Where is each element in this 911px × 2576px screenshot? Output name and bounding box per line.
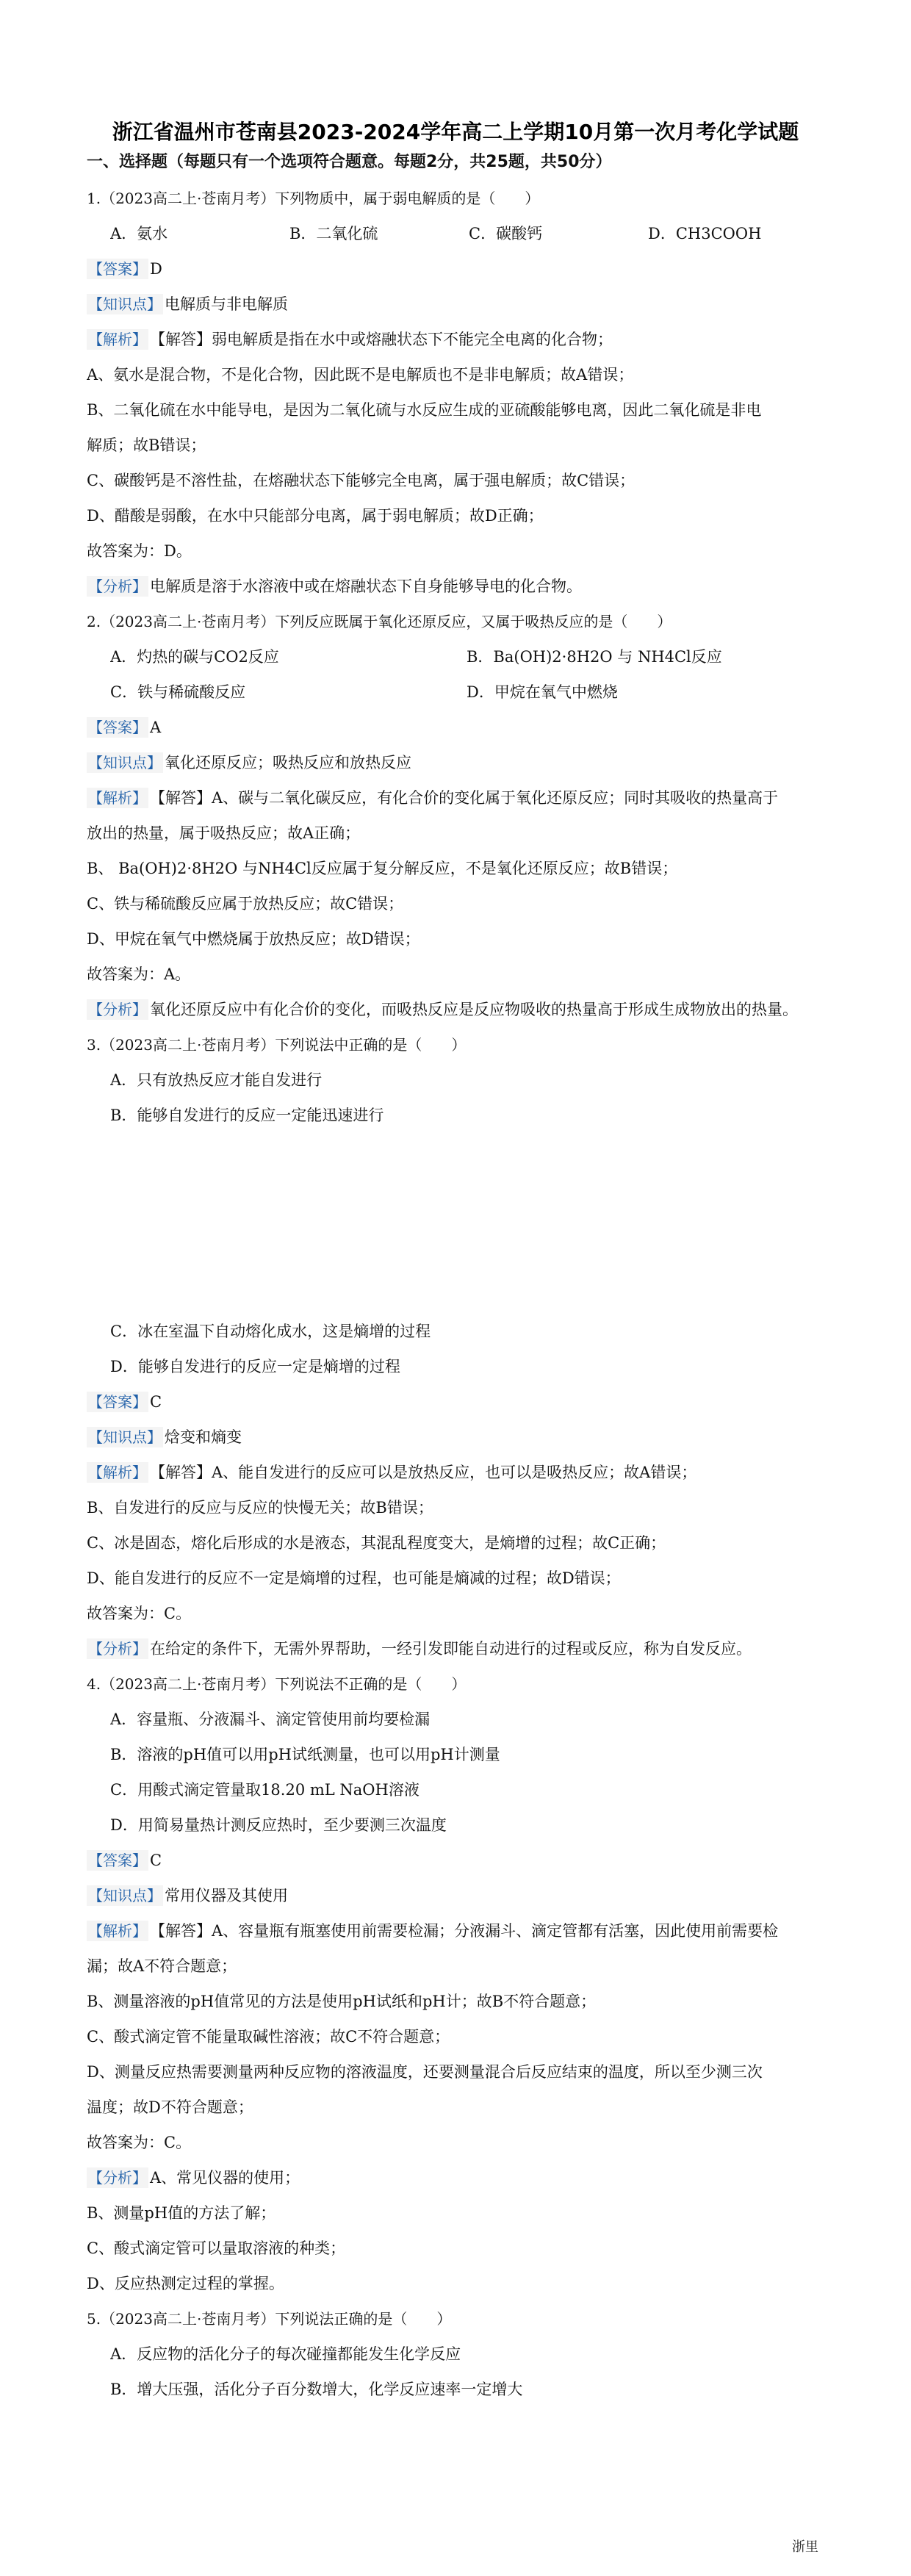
question-4-knowledge — [87, 1884, 829, 1907]
answer-tag: 【答案】 — [88, 1393, 147, 1411]
question-2-answer — [87, 716, 829, 739]
analysis-line: B、自发进行的反应与反应的快慢无关；故B错误； — [87, 1499, 433, 1517]
knowledge-tag: 【知识点】 — [88, 1887, 162, 1904]
question-1-stem: 1.（2023高二上·苍南月考）下列物质中，属于弱电解质的是（ ） — [87, 190, 540, 207]
summary-line: D、反应热测定过程的掌握。 — [87, 2275, 284, 2292]
question-3-knowledge — [87, 1425, 829, 1449]
question-5-option-b: B．增大压强，活化分子百分数增大，化学反应速率一定增大 — [110, 2381, 523, 2398]
analysis-line: D、测量反应热需要测量两种反应物的溶液温度，还要测量混合后反应结束的温度，所以至少测三次 — [87, 2063, 763, 2081]
answer-value: A — [150, 719, 162, 736]
analysis-tag: 【解析】 — [88, 331, 147, 348]
question-2-options-row-1 — [110, 645, 852, 669]
question-5-option-a: A．反应物的活化分子的每次碰撞都能发生化学反应 — [110, 2345, 461, 2363]
question-3-analysis — [87, 1461, 829, 1484]
answer-value: D — [150, 260, 162, 278]
analysis-line: 温度；故D不符合题意； — [87, 2098, 253, 2116]
question-4-stem: 4.（2023高二上·苍南月考）下列说法不正确的是（ ） — [87, 1675, 467, 1693]
analysis-line: C、铁与稀硫酸反应属于放热反应；故C错误； — [87, 895, 404, 913]
knowledge-tag: 【知识点】 — [88, 754, 162, 771]
question-2-option-a: A．灼热的碳与CO2反应 — [110, 648, 279, 666]
analysis-line: 故答案为：C。 — [87, 2134, 192, 2151]
answer-tag: 【答案】 — [88, 719, 147, 736]
summary-value: 在给定的条件下，无需外界帮助，一经引发即能自动进行的过程或反应，称为自发反应。 — [150, 1640, 752, 1658]
question-4-analysis — [87, 1919, 829, 1943]
knowledge-value: 常用仪器及其使用 — [165, 1887, 288, 1904]
question-4-option-c: C．用酸式滴定管量取18.20 mL NaOH溶液 — [110, 1781, 420, 1799]
analysis-line: B、二氧化硫在水中能导电，是因为二氧化硫与水反应生成的亚硫酸能够电离，因此二氧化硫是非电 — [87, 401, 762, 419]
analysis-line: 故答案为：D。 — [87, 542, 192, 560]
summary-value: 氧化还原反应中有化合价的变化，而吸热反应是反应物吸收的热量高于形成生成物放出的热量。 — [150, 1001, 798, 1018]
analysis-line: D、醋酸是弱酸，在水中只能部分电离，属于弱电解质；故D正确； — [87, 507, 544, 525]
analysis-line: 【解答】A、碳与二氧化碳反应，有化合价的变化属于氧化还原反应；同时其吸收的热量高于 — [150, 789, 779, 807]
knowledge-value: 焓变和熵变 — [165, 1428, 242, 1446]
analysis-line: B、 Ba(OH)2·8H2O 与NH4Cl反应属于复分解反应，不是氧化还原反应；故B错误； — [87, 860, 678, 877]
question-3-option-d: D．能够自发进行的反应一定是熵增的过程 — [110, 1358, 400, 1375]
question-4-summary — [87, 2166, 829, 2190]
question-3-summary — [87, 1637, 829, 1661]
question-1-option-d: D．CH3COOH — [648, 225, 762, 242]
summary-tag: 【分析】 — [88, 2169, 147, 2187]
page-title: 浙江省温州市苍南县2023-2024学年高二上学期10月第一次月考化学试题 — [112, 120, 799, 144]
analysis-line: 漏；故A不符合题意； — [87, 1957, 237, 1975]
question-2-option-b: B．Ba(OH)2·8H2O 与 NH4Cl反应 — [467, 648, 722, 666]
analysis-line: C、碳酸钙是不溶性盐，在熔融状态下能够完全电离，属于强电解质；故C错误； — [87, 472, 635, 489]
question-2-stem: 2.（2023高二上·苍南月考）下列反应既属于氧化还原反应，又属于吸热反应的是（ ） — [87, 613, 672, 630]
knowledge-tag: 【知识点】 — [88, 1428, 162, 1446]
question-3-option-b: B．能够自发进行的反应一定能迅速进行 — [110, 1107, 384, 1124]
summary-line: C、酸式滴定管可以量取溶液的种类； — [87, 2239, 346, 2257]
answer-tag: 【答案】 — [88, 260, 147, 278]
analysis-tag: 【解析】 — [88, 789, 147, 807]
summary-value: A、常见仪器的使用； — [150, 2169, 300, 2187]
summary-tag: 【分析】 — [88, 1640, 147, 1658]
knowledge-value: 电解质与非电解质 — [165, 295, 288, 313]
question-2-options-row-2 — [110, 680, 852, 704]
question-4-option-d: D．用简易量热计测反应热时，至少要测三次温度 — [110, 1816, 447, 1834]
analysis-line: C、酸式滴定管不能量取碱性溶液；故C不符合题意； — [87, 2028, 450, 2046]
question-2-option-c: C．铁与稀硫酸反应 — [110, 683, 246, 701]
analysis-line: 【解答】A、能自发进行的反应可以是放热反应，也可以是吸热反应；故A错误； — [150, 1464, 697, 1481]
analysis-line: 故答案为：A。 — [87, 965, 191, 983]
question-2-analysis — [87, 786, 829, 810]
analysis-line: 故答案为：C。 — [87, 1605, 192, 1622]
question-2-option-d: D．甲烷在氧气中燃烧 — [467, 683, 618, 701]
question-1-knowledge — [87, 292, 829, 316]
question-1-analysis — [87, 328, 829, 351]
analysis-line: B、测量溶液的pH值常见的方法是使用pH试纸和pH计；故B不符合题意； — [87, 1993, 597, 2010]
section-heading: 一、选择题（每题只有一个选项符合题意。每题2分，共25题，共50分） — [87, 153, 612, 171]
analysis-tag: 【解析】 — [88, 1464, 147, 1481]
analysis-line: D、能自发进行的反应不一定是熵增的过程，也可能是熵减的过程；故D错误； — [87, 1569, 621, 1587]
page-footer: 浙里 — [792, 2539, 818, 2555]
question-4-option-b: B．溶液的pH值可以用pH试纸测量，也可以用pH计测量 — [110, 1746, 500, 1763]
analysis-line: A、氨水是混合物，不是化合物，因此既不是电解质也不是非电解质；故A错误； — [87, 366, 634, 384]
question-3-answer — [87, 1390, 829, 1414]
question-5-stem: 5.（2023高二上·苍南月考）下列说法正确的是（ ） — [87, 2310, 452, 2328]
answer-value: C — [150, 1393, 162, 1411]
question-1-option-b: B．二氧化硫 — [289, 225, 378, 242]
knowledge-tag: 【知识点】 — [88, 295, 162, 313]
question-1-options — [110, 222, 852, 245]
analysis-tag: 【解析】 — [88, 1922, 147, 1940]
answer-value: C — [150, 1852, 162, 1869]
analysis-line: C、冰是固态，熔化后形成的水是液态，其混乱程度变大，是熵增的过程；故C正确； — [87, 1534, 666, 1552]
summary-tag: 【分析】 — [88, 578, 147, 595]
summary-value: 电解质是溶于水溶液中或在熔融状态下自身能够导电的化合物。 — [150, 578, 582, 595]
question-2-knowledge — [87, 751, 829, 774]
analysis-line: 解质；故B错误； — [87, 436, 206, 454]
question-2-summary — [87, 998, 829, 1021]
question-1-summary — [87, 575, 829, 598]
analysis-line: 放出的热量，属于吸热反应；故A正确； — [87, 824, 361, 842]
question-1-option-c: C．碳酸钙 — [469, 225, 543, 242]
analysis-line: 【解答】弱电解质是指在水中或熔融状态下不能完全电离的化合物； — [150, 331, 613, 348]
knowledge-value: 氧化还原反应；吸热反应和放热反应 — [165, 754, 411, 771]
question-3-option-a: A．只有放热反应才能自发进行 — [110, 1071, 323, 1089]
question-3-stem: 3.（2023高二上·苍南月考）下列说法中正确的是（ ） — [87, 1036, 467, 1054]
answer-tag: 【答案】 — [88, 1852, 147, 1869]
analysis-line: D、甲烷在氧气中燃烧属于放热反应；故D错误； — [87, 930, 420, 948]
summary-tag: 【分析】 — [88, 1001, 147, 1018]
question-4-option-a: A．容量瓶、分液漏斗、滴定管使用前均要检漏 — [110, 1710, 431, 1728]
question-4-answer — [87, 1849, 829, 1872]
summary-line: B、测量pH值的方法了解； — [87, 2204, 276, 2222]
analysis-line: 【解答】A、容量瓶有瓶塞使用前需要检漏；分液漏斗、滴定管都有活塞，因此使用前需要检 — [150, 1922, 779, 1940]
question-1-answer — [87, 257, 829, 281]
question-3-option-c: C．冰在室温下自动熔化成水，这是熵增的过程 — [110, 1323, 431, 1340]
question-1-option-a: A．氨水 — [110, 225, 168, 242]
